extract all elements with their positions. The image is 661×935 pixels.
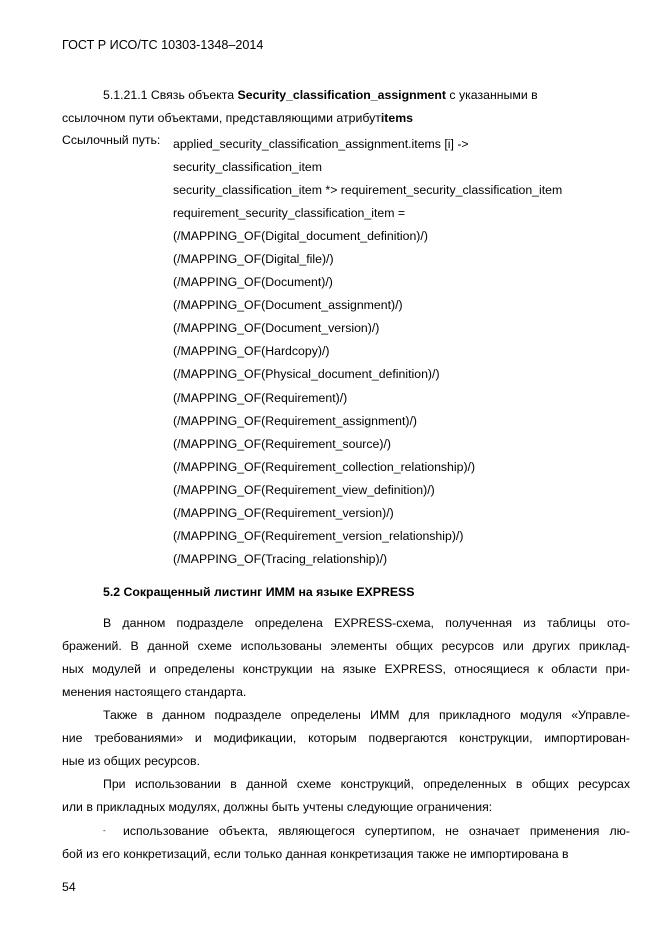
reference-path-line: security_classification_item *> requirement_security_classification_item xyxy=(173,183,563,198)
section-title: 5.2 Сокращенный листинг ИММ на языке EXPRESS xyxy=(103,585,415,599)
reference-path-line: security_classification_item xyxy=(173,160,322,175)
list-item xyxy=(62,819,630,866)
paragraph-line: или в прикладных модулях, должны быть учтены следующие ограничения: xyxy=(62,800,493,814)
reference-path-line: (/MAPPING_OF(Digital_file)/) xyxy=(173,252,334,267)
reference-path-line: (/MAPPING_OF(Requirement)/) xyxy=(173,390,348,405)
reference-path-lines xyxy=(173,133,562,571)
paragraph-1 xyxy=(62,612,630,704)
paragraph-line: менения настоящего стандарта. xyxy=(62,685,247,699)
reference-path-line: (/MAPPING_OF(Tracing_relationship)/) xyxy=(173,551,388,566)
paragraph-line: бражений. В данной схеме использованы элементы общих ресурсов или других приклад- xyxy=(62,639,630,653)
paragraph-2 xyxy=(62,704,630,773)
clause-5-1-21-1: 5.1.21.1 Связь объекта Security_classification_assignment с указанными в ссылочном пути объектами, представляющими атрибутitems xyxy=(62,88,538,125)
reference-path-line: requirement_security_classification_item = xyxy=(173,206,406,221)
paragraph-line: ние требованиями» и модификации, которым подвергаются конструкции, импортирован- xyxy=(62,731,630,745)
reference-path-label: Ссылочный путь: xyxy=(62,133,161,147)
reference-path-line: (/MAPPING_OF(Requirement_source)/) xyxy=(173,436,391,451)
reference-path-line: applied_security_classification_assignment.items [i] -> xyxy=(173,137,469,151)
entity-name: Security_classification_assignment xyxy=(237,88,446,102)
list-bullet: - xyxy=(103,826,106,835)
clause-number: 5.1.21.1 xyxy=(103,88,148,102)
page-header: ГОСТ Р ИСО/ТС 10303-1348–2014 xyxy=(62,38,264,52)
paragraph-line: При использовании в данной схеме конструкций, определенных в общих ресурсах xyxy=(103,777,630,791)
attribute-name: items xyxy=(380,111,413,125)
paragraph-line: бой из его конкретизаций, если только данная конкретизация также не импортирована в xyxy=(62,847,569,861)
reference-path-line: (/MAPPING_OF(Requirement_assignment)/) xyxy=(173,413,417,428)
page-number: 54 xyxy=(62,880,76,894)
reference-path-line: (/MAPPING_OF(Hardcopy)/) xyxy=(173,344,330,359)
reference-path-line: (/MAPPING_OF(Document)/) xyxy=(173,275,333,290)
paragraph-line: ные из общих ресурсов. xyxy=(62,754,200,768)
reference-path-line: (/MAPPING_OF(Digital_document_definition)/) xyxy=(173,229,428,244)
reference-path-line: (/MAPPING_OF(Document_assignment)/) xyxy=(173,298,403,313)
reference-path-line: (/MAPPING_OF(Requirement_version_relationship)/) xyxy=(173,528,464,543)
paragraph-line: ных модулей и определены конструкции на языке EXPRESS, относящиеся к области при- xyxy=(62,662,630,676)
reference-path-line: (/MAPPING_OF(Requirement_version)/) xyxy=(173,505,394,520)
paragraph-line: В данном подразделе определена EXPRESS-схема, полученная из таблицы ото- xyxy=(103,616,630,630)
paragraph-3 xyxy=(62,773,630,819)
paragraph-line: Также в данном подразделе определены ИММ для прикладного модуля «Управле- xyxy=(103,708,630,722)
reference-path-line: (/MAPPING_OF(Requirement_view_definition)/) xyxy=(173,482,435,497)
paragraph-line: - использование объекта, являющегося супертипом, не означает применения лю- xyxy=(62,819,630,843)
reference-path-line: (/MAPPING_OF(Requirement_collection_relationship)/) xyxy=(173,459,476,474)
reference-path-line: (/MAPPING_OF(Document_version)/) xyxy=(173,321,380,336)
reference-path-line: (/MAPPING_OF(Physical_document_definition)/) xyxy=(173,367,440,382)
